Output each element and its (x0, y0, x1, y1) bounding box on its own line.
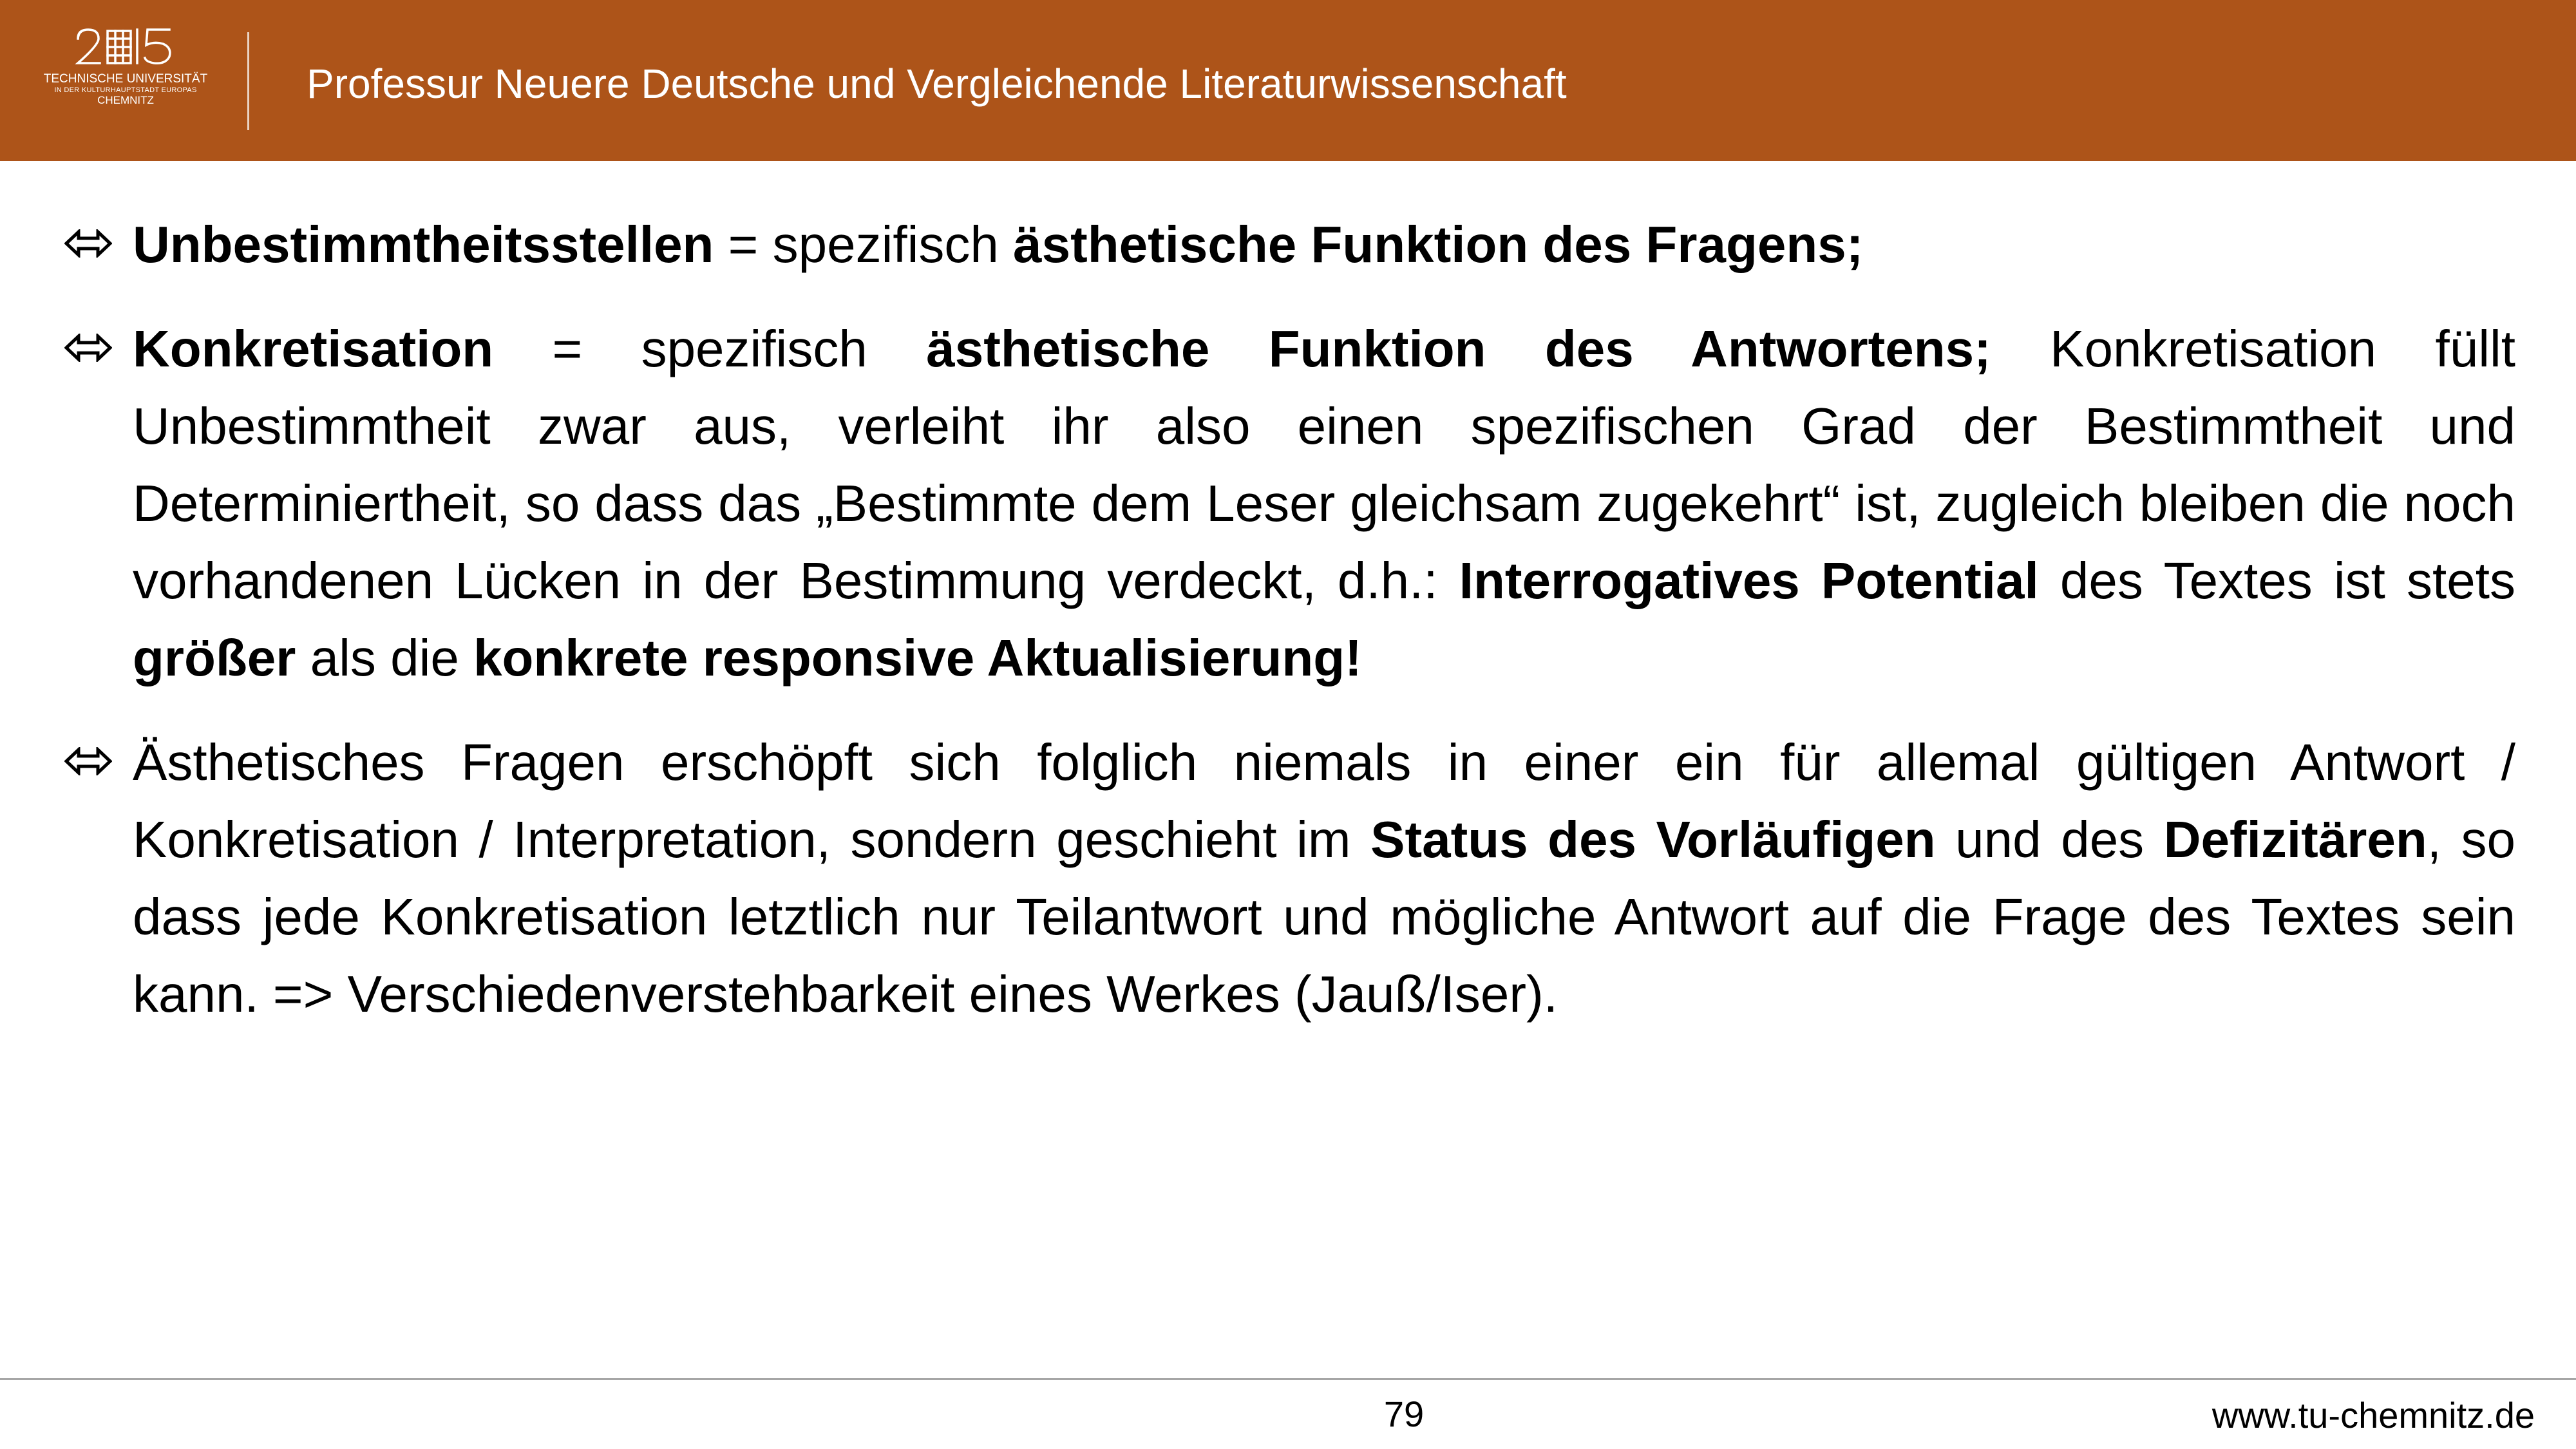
bold-text-segment: ästhetische Funktion des Antwortens; (926, 320, 1991, 377)
logo-text-line-2: IN DER KULTURHAUPTSTADT EUROPAS (54, 86, 197, 94)
header-title: Professur Neuere Deutsche und Vergleichende Literaturwissenschaft (307, 61, 1567, 107)
text-segment: Ästhetisches Fragen erschöpft sich folglich niemals in einer ein für allemal gültigen Antwort / Konkretisation / Interpretation, sondern geschieht im (133, 734, 2515, 868)
header-divider (247, 32, 249, 130)
bold-text-segment: Unbestimmtheitsstellen (133, 216, 714, 273)
footer-rule (0, 1378, 2576, 1380)
footer-url: www.tu-chemnitz.de (2211, 1395, 2535, 1435)
page-number: 79 (1383, 1394, 1425, 1434)
logo-text-line-3: CHEMNITZ (97, 94, 154, 107)
text-segment: , so dass jede Konkretisation letztlich nur Teilantwort und mögliche Antwort auf die Frage des Textes sein kann. => Verschiedenverstehbarkeit eines Werkes (Jauß/Iser). (133, 811, 2515, 1023)
text-segment: des Textes ist stets (2038, 552, 2515, 609)
header-bar (0, 0, 2576, 161)
bold-text-segment: Konkretisation (133, 320, 494, 377)
bullet-item (64, 724, 2515, 1033)
bullet-item (64, 206, 2515, 283)
slide-content (64, 206, 2515, 1060)
bold-text-segment: Defizitären (2163, 811, 2427, 868)
hollow-double-arrow-icon (64, 229, 112, 258)
university-logo (39, 26, 213, 138)
bullet-item (64, 310, 2515, 697)
hollow-double-arrow-icon (64, 334, 112, 362)
bullet-text (133, 320, 2515, 687)
bold-text-segment: ästhetische Funktion des Fragens; (1013, 216, 1864, 273)
bold-text-segment: größer (133, 629, 296, 687)
text-segment: und des (1935, 811, 2164, 868)
text-segment: als die (296, 629, 474, 687)
bullet-text (133, 734, 2515, 1023)
bold-text-segment: Status des Vorläufigen (1370, 811, 1936, 868)
bold-text-segment: konkrete responsive Aktualisierung! (473, 629, 1362, 687)
text-segment: = spezifisch (493, 320, 927, 377)
bullet-text (133, 216, 1863, 273)
text-segment: Konkretisation füllt Unbestimmtheit zwar aus, verleiht ihr also einen spezifischen Grad der Bestimmtheit und Determiniertheit, so dass das „Bestimmte dem Leser gleichsam zugekehrt“ ist, zugleich bleiben die noch vorhandenen Lücken in der Bestimmung verdeckt, d.h.: (133, 320, 2515, 609)
university-logo-mark-icon (74, 26, 177, 67)
hollow-double-arrow-icon (64, 747, 112, 775)
logo-text-line-1: TECHNISCHE UNIVERSITÄT (43, 72, 208, 86)
text-segment: = spezifisch (714, 216, 1014, 273)
bold-text-segment: Interrogatives Potential (1459, 552, 2039, 609)
